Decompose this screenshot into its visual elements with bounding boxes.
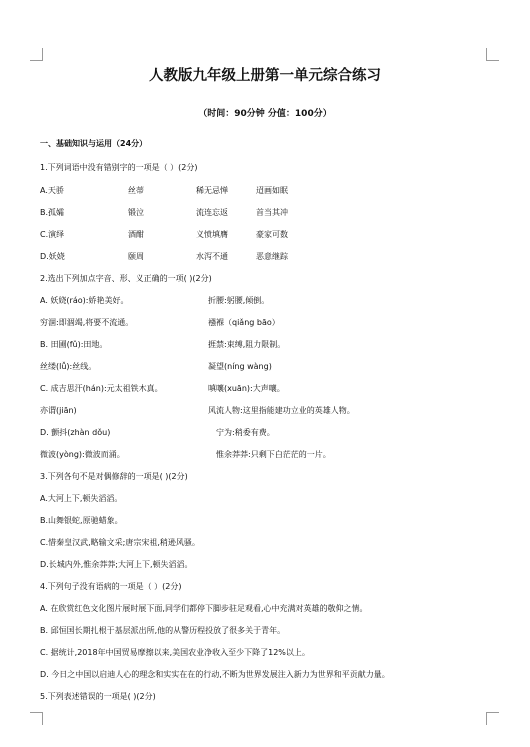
q2-option-b-line1-right: 捱禁:束缚,阻力限制。 [208, 340, 286, 349]
q1-option-c-word3: 豪家可数 [256, 230, 288, 239]
q1-option-a-word3: 迢画如眠 [256, 186, 288, 195]
q2-option-b-line2-right: 凝望(níng wàng) [208, 362, 272, 371]
crop-mark-top-left [30, 48, 43, 61]
q2-option-d-line1-left: D. 颤抖(zhàn dǒu) [40, 428, 111, 437]
q2-option-c-line2-left: 亦谓(jiān) [40, 406, 77, 415]
q1-option-a-label: A.天骄 [40, 186, 64, 195]
q2-option-c-line1-right: 嗔嚷(xuān):大声嚷。 [208, 384, 285, 393]
q2-option-c-line1-left: C. 成吉思汗(hán):元太祖铁木真。 [40, 384, 163, 393]
q1-option-c-word1: 酒酣 [128, 230, 144, 239]
crop-mark-top-right [486, 48, 499, 61]
q1-option-b-word1: 锻泣 [128, 208, 144, 217]
crop-mark-bottom-left [30, 712, 43, 725]
q2-option-d-line1-right: 宁为:稍委有费。 [216, 428, 275, 437]
q2-option-a-line2-left: 穷涸:即涸竭,将要不流通。 [40, 318, 134, 327]
q1-option-c-word2: 义愤填膺 [196, 230, 228, 239]
q4-option-a: A. 在欣赏红色文化图片展时展下面,同学们都停下脚步驻足观看,心中充满对英雄的敬仰之情。 [40, 604, 368, 613]
q1-option-b-label: B.孤孀 [40, 208, 65, 217]
q1-option-b-word3: 首当其冲 [256, 208, 288, 217]
question-2-stem: 2.选出下列加点字音、形、义正确的一项( )(2分) [40, 274, 212, 283]
section-heading: 一、基础知识与运用（24分） [40, 139, 148, 148]
q1-option-d-word2: 水泻不通 [196, 252, 228, 261]
question-4-stem: 4.下列句子没有语病的一项是（ ）(2分) [40, 582, 182, 591]
q4-option-c: C. 据统计,2018年中国贸易摩擦以来,美国农业净收入至少下降了12%以上。 [40, 648, 310, 657]
q2-option-d-line2-left: 微波(yòng):微波而涌。 [40, 450, 125, 459]
document-subtitle: （时间：90分钟 分值：100分） [198, 109, 332, 119]
q3-option-b: B.山舞银蛇,原驰蜡象。 [40, 516, 123, 525]
q2-option-a-line1-left: A. 妖娆(ráo):娇艳美好。 [40, 296, 129, 305]
q3-option-a: A.大河上下,顿失滔滔。 [40, 494, 123, 503]
q2-option-b-line1-left: B. 田圃(fǔ):田地。 [40, 340, 108, 349]
q2-option-a-line2-right: 襁褓（qiǎng bāo） [208, 318, 280, 327]
q2-option-a-line1-right: 折腰:躬腰,倾倒。 [208, 296, 270, 305]
document-title: 人教版九年级上册第一单元综合练习 [149, 67, 381, 84]
q1-option-b-word2: 流连忘返 [196, 208, 228, 217]
q1-option-d-word1: 颐周 [128, 252, 144, 261]
q1-option-a-word2: 稀无忌惮 [196, 186, 228, 195]
question-3-stem: 3.下列各句不是对偶修辞的一项是( )(2分) [40, 472, 188, 481]
q3-option-c: C.惜秦皇汉武,略输文采;唐宗宋祖,稍逊风骚。 [40, 538, 200, 547]
q4-option-d: D. 今日之中国以启迪人心的理念和实实在在的行动,不断为世界发展注入新力为世界和平贡献力量。 [40, 670, 390, 679]
crop-mark-bottom-right [486, 712, 499, 725]
q2-option-d-line2-right: 惟余莽莽:只剩下白茫茫的一片。 [216, 450, 331, 459]
question-5-stem: 5.下列表述错误的一项是( )(2分) [40, 692, 156, 701]
q1-option-c-label: C.演绎 [40, 230, 65, 239]
q3-option-d: D.长城内外,惟余莽莽;大河上下,顿失滔滔。 [40, 560, 193, 569]
q1-option-d-label: D.妖娆 [40, 252, 65, 261]
q2-option-c-line2-right: 风流人物:这里指能建功立业的英雄人物。 [208, 406, 355, 415]
q4-option-b: B. 邱恒国长期扎根于基层派出所,他的从警历程投放了很多关于青年。 [40, 626, 286, 635]
q1-option-d-word3: 恶意继踪 [256, 252, 288, 261]
q1-option-a-word1: 丝蒂 [128, 186, 144, 195]
q2-option-b-line2-left: 丝缕(lǚ):丝线。 [40, 362, 97, 371]
question-1-stem: 1.下列词语中没有错别字的一项是（ ）(2分) [40, 163, 198, 172]
